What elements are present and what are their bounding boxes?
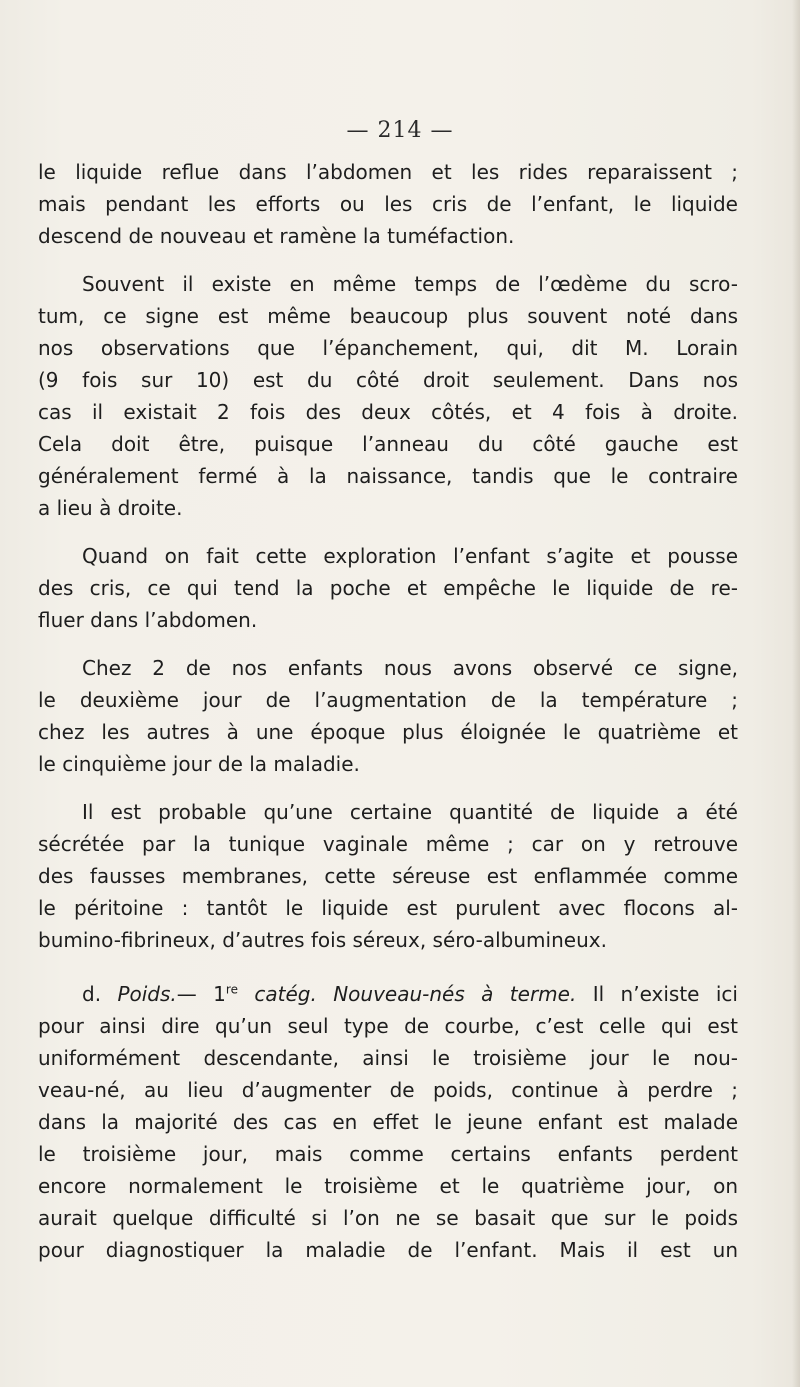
text-line: fluer dans l’abdomen. (38, 608, 258, 632)
text-line: le péritoine : tantôt le liquide est purulent avec flocons al- (38, 896, 738, 920)
text-line: cas il existait 2 fois des deux côtés, et 4 fois à droite. (38, 400, 738, 424)
text-line: veau-né, au lieu d’augmenter de poids, continue à perdre ; (38, 1078, 738, 1102)
text-line: aurait quelque difficulté si l’on ne se basait que sur le poids (38, 1206, 738, 1230)
text-line: a lieu à droite. (38, 496, 183, 520)
category-title: catég. Nouveau-nés à terme. (237, 982, 577, 1006)
text-line: encore normalement le troisième et le quatrième jour, on (38, 1174, 738, 1198)
text-line: sécrétée par la tunique vaginale même ; car on y retrouve (38, 832, 738, 856)
text-line: le cinquième jour de la maladie. (38, 752, 360, 776)
text-line: le troisième jour, mais comme certains enfants perdent (38, 1142, 738, 1166)
text-line: dans la majorité des cas en effet le jeune enfant est malade (38, 1110, 738, 1134)
text-line: le liquide reflue dans l’abdomen et les rides reparaissent ; (38, 160, 738, 184)
text-line: (9 fois sur 10) est du côté droit seulement. Dans nos (38, 368, 738, 392)
text-line: Chez 2 de nos enfants nous avons observé ce signe, (82, 656, 738, 680)
text-line: tum, ce signe est même beaucoup plus souvent noté dans (38, 304, 738, 328)
text-line: pour diagnostiquer la maladie de l’enfant. Mais il est un (38, 1238, 738, 1262)
text-line: le deuxième jour de l’augmentation de la température ; (38, 688, 738, 712)
text-line: pour ainsi dire qu’un seul type de courbe, c’est celle qui est (38, 1014, 738, 1038)
text-line: descend de nouveau et ramène la tuméfaction. (38, 224, 515, 248)
text-line: des cris, ce qui tend la poche et empêche le liquide de re- (38, 576, 738, 600)
text-line: bumino-fibrineux, d’autres fois séreux, séro-albumineux. (38, 928, 607, 952)
text-line: généralement fermé à la naissance, tandis que le contraire (38, 464, 738, 488)
text-line: mais pendant les efforts ou les cris de l’enfant, le liquide (38, 192, 738, 216)
text-line: nos observations que l’épanchement, qui, dit M. Lorain (38, 336, 738, 360)
text-line: Il est probable qu’une certaine quantité de liquide a été (82, 800, 738, 824)
category-prefix: — 1 (176, 982, 226, 1006)
text-line: des fausses membranes, cette séreuse est enflammée comme (38, 864, 738, 888)
section-title: Poids. (117, 982, 177, 1006)
page-number: — 214 — (346, 118, 454, 143)
superscript: re (225, 982, 238, 997)
text-line: Cela doit être, puisque l’anneau du côté gauche est (38, 432, 738, 456)
text-line: Souvent il existe en même temps de l’œdème du scro- (82, 272, 738, 296)
body-text (38, 156, 738, 1266)
text-line: uniformément descendante, ainsi le troisième jour le nou- (38, 1046, 738, 1070)
page-edge-shadow (792, 0, 800, 1387)
text-run: Il n’existe ici (576, 982, 738, 1006)
section-heading-line (38, 978, 738, 1010)
text-line: chez les autres à une époque plus éloignée le quatrième et (38, 720, 738, 744)
text-line: Quand on fait cette exploration l’enfant s’agite et pousse (82, 544, 738, 568)
section-letter: d. (82, 982, 118, 1006)
